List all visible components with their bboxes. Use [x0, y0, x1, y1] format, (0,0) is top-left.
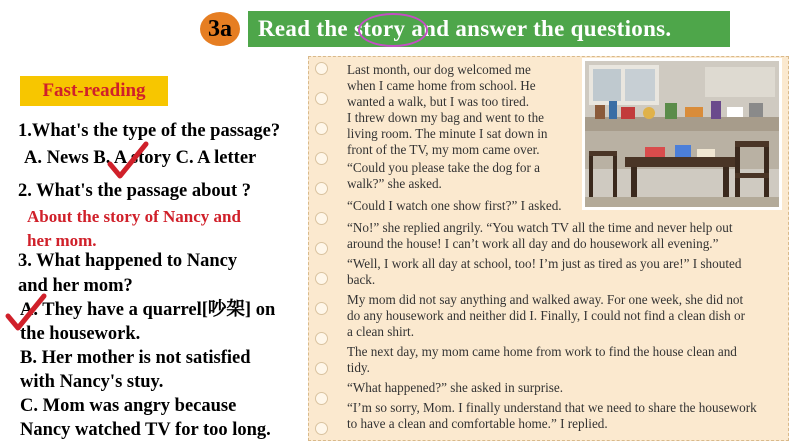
- binder-ring-icon: [315, 362, 328, 375]
- story-line: to have a clean and comfortable home.” I replied.: [347, 416, 608, 431]
- question-2: 2. What's the passage about ?: [18, 181, 252, 201]
- story-line: when I came home from school. He: [347, 78, 536, 93]
- story-line: The next day, my mom came home from work to find the house clean and: [347, 344, 737, 359]
- question-3-line-1: 3. What happened to Nancy: [18, 251, 238, 271]
- question-1: 1.What's the type of the passage?: [18, 121, 281, 141]
- story-line: “Could I watch one show first?” I asked.: [347, 198, 562, 213]
- story-line: My mom did not say anything and walked away. For one week, she did not: [347, 292, 744, 307]
- story-line: “What happened?” she asked in surprise.: [347, 380, 564, 395]
- story-line: I threw down my bag and went to the: [347, 110, 545, 125]
- fast-reading-label: Fast-reading: [20, 76, 168, 106]
- binder-ring-icon: [315, 272, 328, 285]
- story-line: “No!” she replied angrily. “You watch TV all the time and never help out: [347, 220, 733, 235]
- instruction-banner: Read the story and answer the questions.: [248, 11, 730, 47]
- story-line: Last month, our dog welcomed me: [347, 62, 531, 77]
- story-line: do any housework and neither did I. Finally, I could not find a clean dish or: [347, 308, 745, 323]
- question-1-options: A. News B. A story C. A letter: [24, 148, 257, 168]
- messy-kitchen-photo: [582, 58, 782, 210]
- question-3-line-2: and her mom?: [18, 276, 133, 296]
- story-line: wanted a walk, but I was too tired.: [347, 94, 530, 109]
- question-2-answer-line-1: About the story of Nancy and: [27, 207, 241, 226]
- story-line: “Well, I work all day at school, too! I’m just as tired as you are!” I shouted: [347, 256, 742, 271]
- story-line: walk?” she asked.: [347, 176, 442, 191]
- highlight-circle-icon: [358, 13, 428, 47]
- binder-ring-icon: [315, 182, 328, 195]
- check-mark-icon: [106, 140, 150, 180]
- story-line: around the house! I can’t work all day and do housework all evening.”: [347, 236, 719, 251]
- story-line: front of the TV, my mom came over.: [347, 142, 540, 157]
- question-2-answer-line-2: her mom.: [27, 231, 97, 250]
- check-mark-icon: [4, 292, 48, 332]
- story-line: tidy.: [347, 360, 370, 375]
- binder-ring-icon: [315, 152, 328, 165]
- story-line: living room. The minute I sat down in: [347, 126, 548, 141]
- binder-ring-icon: [315, 92, 328, 105]
- story-line: a clean shirt.: [347, 324, 415, 339]
- story-line: “Could you please take the dog for a: [347, 160, 540, 175]
- question-3-option-a-line-2: the housework.: [20, 324, 141, 344]
- binder-ring-icon: [315, 392, 328, 405]
- question-3-option-c-line-1: C. Mom was angry because: [20, 396, 237, 416]
- binder-ring-icon: [315, 332, 328, 345]
- exercise-number-badge: 3a: [200, 12, 240, 46]
- binder-ring-icon: [315, 122, 328, 135]
- binder-ring-icon: [315, 242, 328, 255]
- question-3-option-a-line-1: A. They have a quarrel[吵架] on: [20, 300, 276, 320]
- binder-ring-icon: [315, 302, 328, 315]
- story-line: “I’m so sorry, Mom. I finally understand that we need to share the housework: [347, 400, 757, 415]
- story-line: back.: [347, 272, 376, 287]
- binder-ring-icon: [315, 62, 328, 75]
- messy-kitchen-illustration: [585, 61, 779, 207]
- question-3-option-b-line-1: B. Her mother is not satisfied: [20, 348, 251, 368]
- binder-ring-icon: [315, 422, 328, 435]
- binder-ring-icon: [315, 212, 328, 225]
- question-3-option-c-line-2: Nancy watched TV for too long.: [20, 420, 271, 440]
- question-3-option-b-line-2: with Nancy's stuy.: [20, 372, 164, 392]
